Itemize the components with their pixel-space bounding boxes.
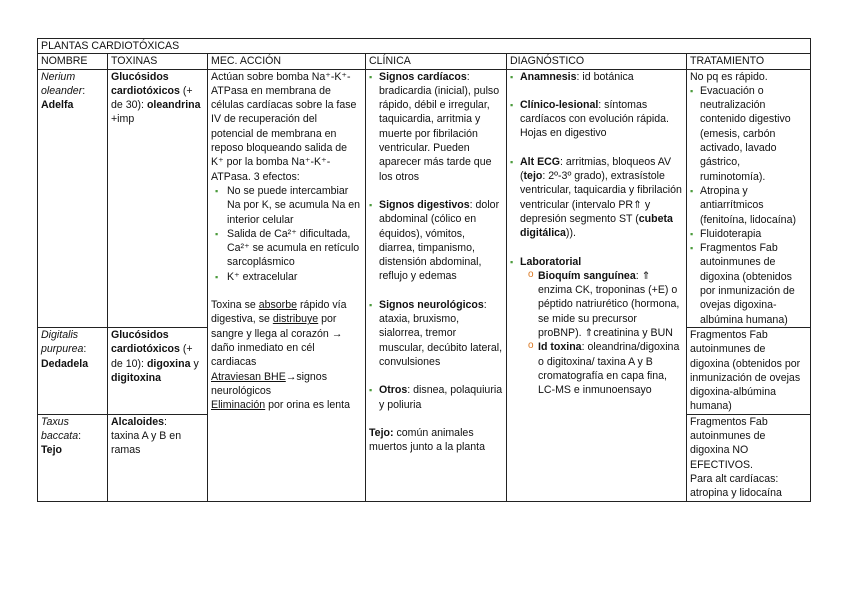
clinica-tejo-text: común animales muertos junto a la planta [369, 426, 486, 454]
digitalis-common-name: Dedadela [41, 357, 89, 370]
trat-item: ▪ Fragmentos Fab autoinmunes de digoxina (obtenidos por inmunización de ovejas digoxina-albúmina humana) [690, 241, 807, 327]
mec-text: rápido vía digestiva, se [211, 299, 347, 326]
mec-text: por sangre y llega al corazón → daño inmediato en cél cardiacas [211, 313, 343, 369]
diag-id-title: Id toxina [538, 341, 582, 354]
nerium-tox-imp: +imp [111, 113, 135, 126]
clinica-tejo-title: Tejo: [369, 426, 394, 439]
mec-elimination [211, 398, 362, 412]
diag-anamnesis [510, 70, 683, 84]
diag-ecg-text: : 2º-3º grado), extrasístole ventricular, taquicardia y fibrilación ventricular (intervalo PR⇑ y depresión segmento ST ( [520, 170, 682, 225]
diag-list [510, 98, 683, 141]
clinica-neuro-title: Signos neurológicos [379, 298, 484, 311]
trat-item: ▪ Fluidoterapia [690, 227, 807, 241]
nerium-sci-species: oleander [41, 84, 83, 97]
nerium-tox-group: Glucósidos cardiotóxicos [111, 70, 180, 97]
trat-item: ▪ Atropina y antiarrítmicos (fenitoína, lidocaína) [690, 184, 807, 227]
diag-lab-sublist [520, 269, 683, 398]
header-toxinas: TOXINAS [108, 54, 208, 69]
clinica-cell [366, 69, 507, 501]
diag-ecg-cubeta: cubeta digitálica [520, 212, 673, 240]
clinica-others-text: : disnea, polaquiuria y poliuria [379, 384, 503, 411]
trat-nerium-intro: No pq es rápido. [690, 70, 768, 83]
header-mec-accion: MEC. ACCIÓN [208, 54, 366, 69]
nombre-digitalis [38, 327, 108, 414]
cardiotoxic-plants-table [37, 38, 811, 502]
header-nombre: NOMBRE [38, 54, 108, 69]
diag-bioquim-title: Bioquím sanguínea [538, 269, 636, 282]
mec-text: por orina es lenta [265, 399, 350, 412]
mec-effects-list [211, 184, 362, 284]
diag-bioquim-text: : ⇑ enzima CK, troponinas (+E) o péptido natriurético (hormona, se mide su precursor proBNP). ⇑creatinina y BUN [538, 269, 680, 340]
mec-effect: ▪ Salida de Ca²⁺ dificultada, Ca²⁺ se acumula en retículo sarcoplásmico [215, 227, 362, 270]
tratamiento-digitalis: Fragmentos Fab autoinmunes de digoxina (obtenidos por inmunización de ovejas digoxina-albúmina humana) [687, 327, 811, 414]
taxus-colon: : [78, 430, 82, 443]
diagnostico-cell [507, 69, 687, 501]
digitalis-sci-species: purpurea [41, 343, 84, 356]
mec-text: Toxina se [211, 299, 259, 312]
digitalis-tox-group: Glucósidos cardiotóxicos [111, 328, 180, 356]
header-tratamiento: TRATAMIENTO [687, 54, 811, 69]
diag-list [510, 255, 683, 398]
diag-ecg-text: )). [565, 227, 576, 240]
row-nerium [38, 69, 811, 327]
clinica-list [369, 298, 503, 369]
clinica-digestive-title: Signos digestivos [379, 198, 470, 211]
digitalis-tox-and: y [190, 357, 199, 370]
diag-clinico [510, 98, 683, 141]
taxus-tox-group: Alcaloides [111, 415, 164, 428]
clinica-cardiac-title: Signos cardíacos [379, 70, 467, 83]
clinica-list [369, 70, 503, 184]
nerium-tox-count: (+ de 30): [111, 84, 193, 112]
diag-anamnesis-text: : id botánica [576, 70, 634, 83]
diag-ecg-title: Alt ECG [520, 155, 561, 168]
mec-elim-label: Eliminación [211, 399, 266, 412]
trat-taxus-cardiac: Para alt cardíacas: atropina y lidocaína [690, 472, 782, 500]
diag-anamnesis-title: Anamnesis [520, 70, 577, 83]
clinica-digestive-text: : dolor abdominal (cólico en équidos), vómitos, diarrea, timpanismo, distensión abdominal, reflujo y edemas [379, 198, 500, 283]
nerium-common-name: Adelfa [41, 99, 74, 112]
mec-bhe [211, 370, 362, 399]
nerium-tox-main: oleandrina [146, 99, 201, 112]
header-row [38, 54, 811, 69]
nerium-sci-genus: Nerium [41, 70, 76, 83]
nombre-taxus [38, 414, 108, 501]
clinica-list [369, 383, 503, 412]
mec-toxicokinetics [211, 298, 362, 369]
mec-bhe-label: Atraviesan BHE [211, 370, 286, 383]
diag-clinico-text: : síntomas cardíacos con evolución rápida. Hojas en digestivo [520, 98, 669, 140]
nombre-nerium [38, 69, 108, 327]
diag-lab-title: Laboratorial [520, 255, 582, 268]
toxinas-digitalis [108, 327, 208, 414]
mec-distribuye: distribuye [272, 313, 319, 326]
diag-clinico-title: Clínico-lesional [520, 98, 599, 111]
mec-effect: ▪ K⁺ extracelular [215, 270, 362, 284]
header-clinica: CLÍNICA [366, 54, 507, 69]
nerium-colon: : [82, 84, 86, 97]
diag-ecg-tejo: tejo [523, 170, 543, 183]
mec-effect: ▪ No se puede intercambiar Na por K, se acumula Na en interior celular [215, 184, 362, 227]
clinica-neuro [369, 298, 503, 369]
mec-text: →signos neurológicos [211, 370, 327, 397]
clinica-digestive [369, 198, 503, 284]
toxinas-taxus [108, 414, 208, 501]
digitalis-tox-count: (+ de 10): [111, 343, 193, 370]
diag-id-text: : oleandrina/digoxina o digitoxina/ taxina A y B cromatografía en capa fina, LC-MS e inmunoensayo [538, 341, 680, 397]
taxus-tox-colon: : [164, 415, 167, 428]
digitalis-sci-genus: Digitalis [41, 328, 79, 341]
clinica-list [369, 198, 503, 284]
tratamiento-nerium [687, 69, 811, 327]
diag-list [510, 155, 683, 241]
diag-id-toxina [528, 340, 683, 397]
diag-bioquim [528, 269, 683, 340]
clinica-cardiac-text: : bradicardia (inicial), pulso rápido, débil e irregular, taquicardia, arritmia y muerte por fibrilación ventricular. Pueden aparecer más tarde que los otros [379, 70, 500, 183]
header-diagnostico: DIAGNÓSTICO [507, 54, 687, 69]
clinica-others [369, 383, 503, 412]
table-title: PLANTAS CARDIOTÓXICAS [38, 39, 811, 54]
taxus-tox-detail: taxina A y B en ramas [111, 430, 182, 457]
trat-item: ▪ Evacuación o neutralización contenido digestivo (emesis, carbón activado, lavado gástrico, ruminotomía). [690, 84, 807, 184]
taxus-sci-genus: Taxus [41, 415, 69, 428]
digitalis-colon: : [83, 343, 87, 356]
mec-intro: Actúan sobre bomba Na⁺-K⁺-ATPasa en membrana de células cardíacas sobre la fase IV de recuperación del potencial de membrana en reposo bloqueando salida de K⁺ por la bomba Na⁺-K⁺-ATPasa. 3 efectos: [211, 70, 357, 183]
title-row [38, 39, 811, 54]
clinica-tejo-note [369, 426, 503, 455]
mec-accion-cell [208, 69, 366, 501]
trat-nerium-list [690, 84, 807, 327]
diag-ecg [510, 155, 683, 241]
mec-absorbe: absorbe [258, 299, 297, 312]
trat-taxus-fab: Fragmentos Fab autoinmunes de digoxina NO EFECTIVOS. [690, 415, 768, 471]
diag-list [510, 70, 683, 84]
digitalis-tox-digoxina: digoxina [146, 357, 191, 370]
diag-ecg-text: : arritmias, bloqueos AV ( [520, 155, 672, 183]
clinica-neuro-text: : ataxia, bruxismo, sialorrea, tremor muscular, decúbito lateral, convulsiones [379, 298, 503, 368]
digitalis-tox-digitoxina: digitoxina [111, 371, 162, 384]
diag-lab [510, 255, 683, 398]
toxinas-nerium [108, 69, 208, 327]
clinica-cardiac [369, 70, 503, 184]
tratamiento-taxus [687, 414, 811, 501]
clinica-others-title: Otros [379, 384, 408, 397]
taxus-common-name: Tejo [41, 444, 62, 457]
taxus-sci-species: baccata [41, 430, 79, 443]
